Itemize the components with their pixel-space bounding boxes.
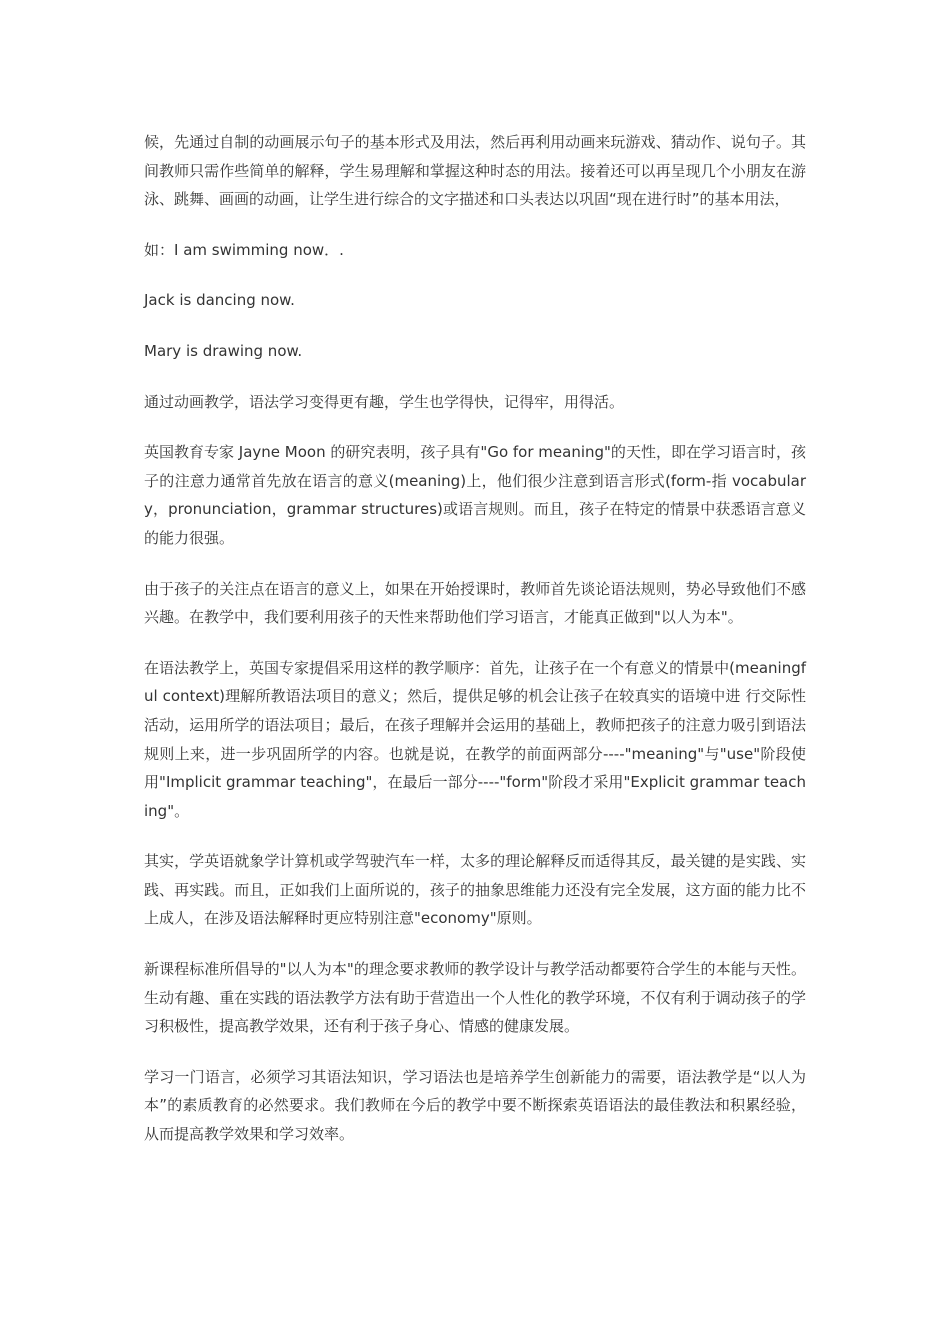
- paragraph-conclusion: 学习一门语言，必须学习其语法知识，学习语法也是培养学生创新能力的需要，语法教学是“以人为本”的素质教育的必然要求。我们教师在今后的教学中要不断探索英语语法的最佳教法和积累经验，从而提高教学效果和学习效率。: [144, 1067, 806, 1144]
- example-sentence-3: Mary is drawing now.: [144, 341, 303, 360]
- paragraph-jayne-moon: 英国教育专家 Jayne Moon 的研究表明，孩子具有"Go for meaning"的天性，即在学习语言时，孩子的注意力通常首先放在语言的意义(meaning)上，他们很少注意到语言形式(form-指 vocabulary，pronunciation，grammar structures)或语言规则。而且，孩子在特定的情景中获悉语言意义的能力很强。: [144, 443, 806, 547]
- paragraph-teaching-order: 在语法教学上，英国专家提倡采用这样的教学顺序：首先，让孩子在一个有意义的情景中(meaningful context)理解所教语法项目的意义；然后，提供足够的机会让孩子在较真实的语境中进 行交际性活动，运用所学的语法项目；最后，在孩子理解并会运用的基础上，教师把孩子的注意力吸引到语法规则上来，进一步巩固所学的内容。也就是说，在教学的前面两部分----"meaning"与"use"阶段使用"Implicit grammar teaching"，在最后一部分----"form"阶段才采用"Explicit grammar teaching"。: [144, 658, 806, 820]
- paragraph-focus-on-meaning: 由于孩子的关注点在语言的意义上，如果在开始授课时，教师首先谈论语法规则，势必导致他们不感兴趣。在教学中，我们要利用孩子的天性来帮助他们学习语言，才能真正做到"以人为本"。: [144, 579, 806, 627]
- paragraph-animation-method: 候，先通过自制的动画展示句子的基本形式及用法，然后再利用动画来玩游戏、猜动作、说句子。其间教师只需作些简单的解释，学生易理解和掌握这种时态的用法。接着还可以再呈现几个小朋友在游泳、跳舞、画画的动画，让学生进行综合的文字描述和口头表达以巩固“现在进行时”的基本用法，: [144, 133, 806, 209]
- document-page: [144, 128, 806, 1171]
- paragraph-animation-summary: 通过动画教学，语法学习变得更有趣，学生也学得快，记得牢，用得活。: [144, 392, 625, 411]
- example-sentence-1: 如：I am swimming now．.: [144, 240, 344, 259]
- example-sentence-2: Jack is dancing now.: [144, 291, 295, 310]
- paragraph-curriculum-standard: 新课程标准所倡导的"以人为本"的理念要求教师的教学设计与教学活动都要符合学生的本能与天性。生动有趣、重在实践的语法教学方法有助于营造出一个人性化的教学环境，不仅有利于调动孩子的学习积极性，提高教学效果，还有利于孩子身心、情感的健康发展。: [144, 960, 806, 1036]
- paragraph-practice: 其实，学英语就象学计算机或学驾驶汽车一样，太多的理论解释反而适得其反，最关键的是实践、实践、再实践。而且，正如我们上面所说的，孩子的抽象思维能力还没有完全发展，这方面的能力比不上成人，在涉及语法解释时更应特别注意"economy"原则。: [144, 852, 806, 928]
